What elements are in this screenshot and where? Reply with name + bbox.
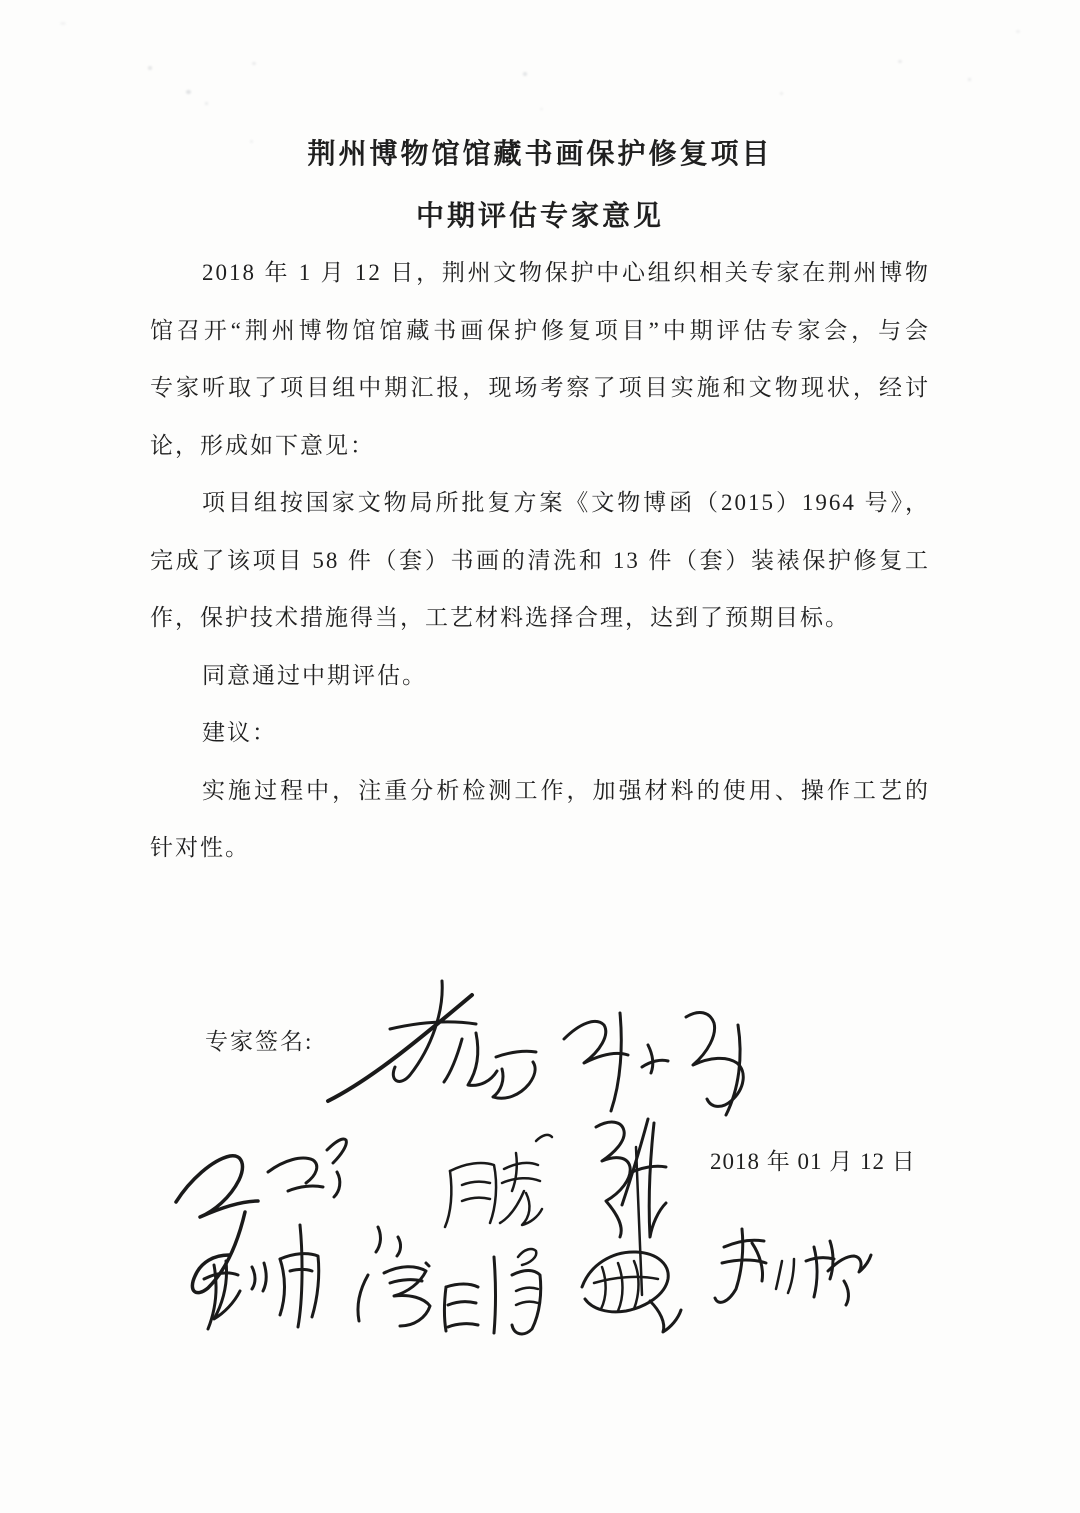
body-line: 实施过程中，注重分析检测工作，加强材料的使用、操作工艺的 [202,777,930,803]
scan-noise-speck [60,22,66,25]
scan-noise-speck [968,78,971,81]
expert-signature-label: 专家签名: [205,1029,314,1054]
signature-1 [328,981,536,1101]
body-line: 作，保护技术措施得当，工艺材料选择合理，达到了预期目标。 [150,605,850,630]
scan-noise-speck [780,92,783,95]
body-line: 2018 年 1 月 12 日，荆州文物保护中心组织相关专家在荆州博物 [202,260,930,285]
signature-9 [715,1229,871,1305]
scan-noise-speck [148,66,152,70]
scan-noise-speck [205,102,208,105]
body-line: 项目组按国家文物局所批复方案《文物博函（2015）1964 号》， [202,490,930,515]
scan-noise-speck [898,60,902,63]
body-line: 针对性。 [150,835,250,860]
scan-noise-speck [252,62,256,65]
scan-noise-speck [523,72,527,76]
scan-noise-speck [1016,30,1020,33]
body-line: 同意通过中期评估。 [202,662,427,688]
signature-8 [582,1252,681,1332]
document-body [150,244,930,877]
body-line: 建议： [202,720,277,745]
body-line: 馆召开“荆州博物馆馆藏书画保护修复项目”中期评估专家会，与会 [150,317,930,343]
body-line: 完成了该项目 58 件（套）书画的清洗和 13 件（套）装裱保护修复工 [150,547,930,573]
signature-2 [564,1012,743,1115]
signature-7 [358,1249,541,1334]
body-line: 论，形成如下意见： [150,432,375,458]
scan-noise-speck [540,108,543,110]
signature-5 [596,1119,666,1295]
handwritten-signatures [150,975,950,1365]
signature-4 [445,1135,552,1227]
body-line: 专家听取了项目组中期汇报，现场考察了项目实施和文物现状，经讨 [150,375,930,400]
document-subtitle: 中期评估专家意见 [415,200,664,231]
document-title: 荆州博物馆馆藏书画保护修复项目 [307,138,773,169]
signature-6 [204,1225,319,1329]
scan-noise-speck [186,90,191,94]
signature-date: 2018 年 01 月 12 日 [710,1149,916,1174]
